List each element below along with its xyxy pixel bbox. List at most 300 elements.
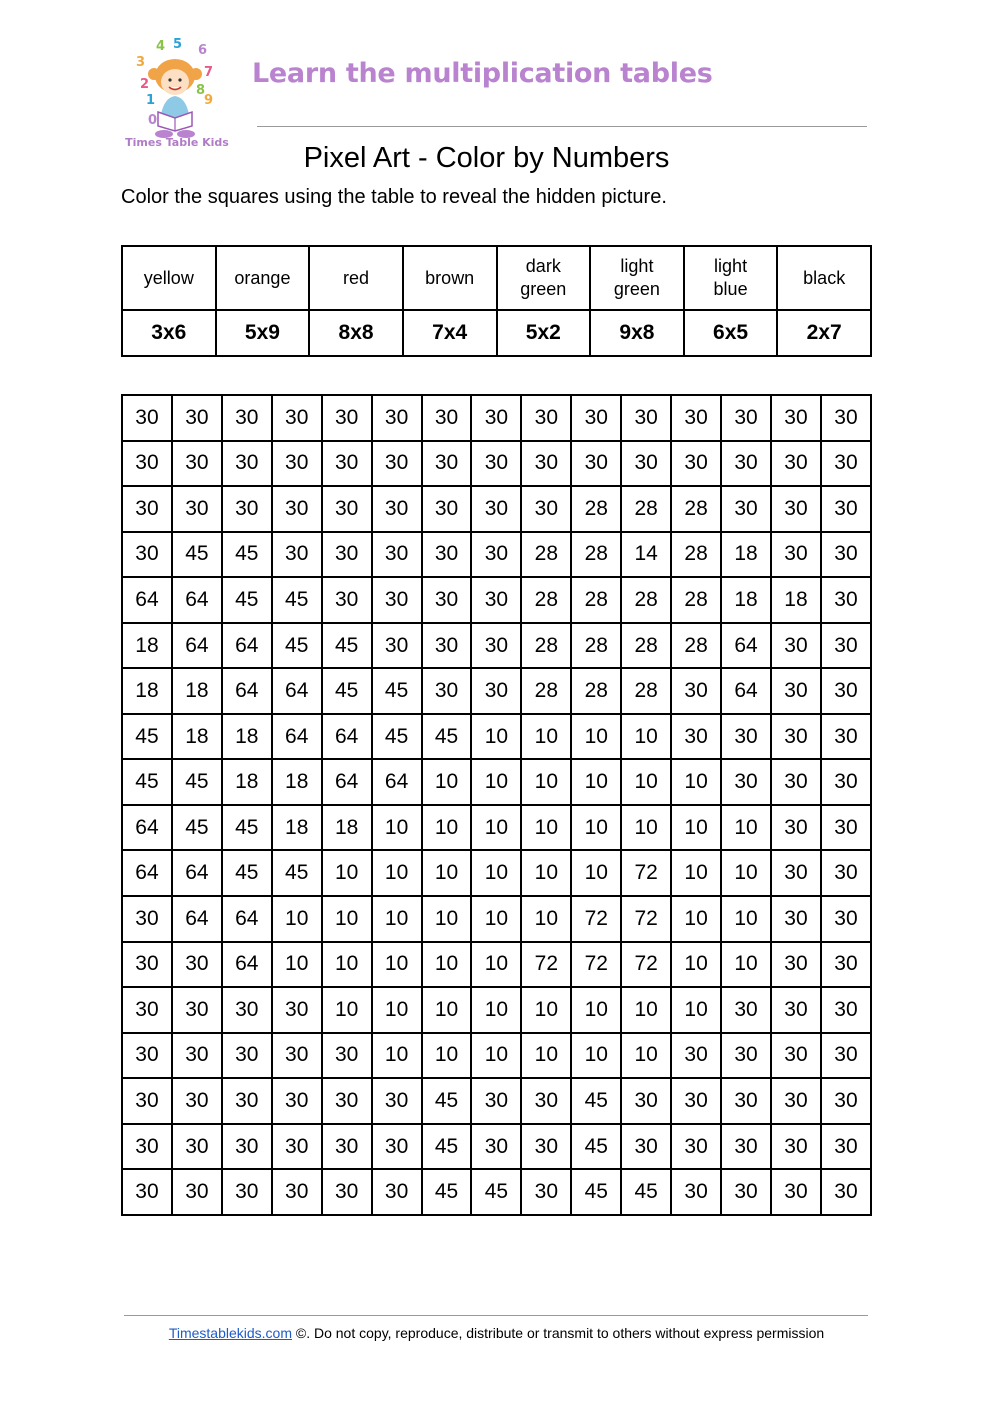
grid-cell[interactable]: 30	[172, 1033, 222, 1079]
grid-cell[interactable]: 30	[821, 441, 871, 487]
grid-cell[interactable]: 30	[771, 1078, 821, 1124]
svg-text:8: 8	[196, 83, 206, 98]
grid-cell[interactable]: 64	[222, 942, 272, 988]
grid-cell[interactable]: 30	[172, 1169, 222, 1215]
multiplication-problem: 5x2	[497, 310, 591, 356]
grid-cell[interactable]: 30	[771, 668, 821, 714]
grid-cell[interactable]: 45	[222, 850, 272, 896]
grid-cell[interactable]: 45	[322, 668, 372, 714]
grid-cell[interactable]: 18	[222, 759, 272, 805]
grid-cell[interactable]: 30	[771, 805, 821, 851]
grid-cell[interactable]: 28	[621, 486, 671, 532]
grid-cell[interactable]: 45	[222, 532, 272, 578]
grid-cell[interactable]: 10	[471, 850, 521, 896]
grid-cell[interactable]: 64	[122, 805, 172, 851]
grid-cell[interactable]: 10	[471, 805, 521, 851]
grid-cell[interactable]: 30	[172, 942, 222, 988]
svg-text:0: 0	[148, 113, 158, 128]
grid-cell[interactable]: 30	[771, 1033, 821, 1079]
grid-cell[interactable]: 18	[122, 668, 172, 714]
grid-cell[interactable]: 45	[372, 668, 422, 714]
grid-cell[interactable]: 30	[671, 1169, 721, 1215]
grid-cell[interactable]: 28	[571, 532, 621, 578]
grid-cell[interactable]: 10	[372, 850, 422, 896]
grid-cell[interactable]: 18	[172, 714, 222, 760]
grid-cell[interactable]: 30	[771, 395, 821, 441]
grid-cell[interactable]: 10	[422, 942, 472, 988]
grid-row	[122, 441, 871, 487]
grid-cell[interactable]: 10	[621, 987, 671, 1033]
grid-cell[interactable]: 30	[122, 942, 172, 988]
grid-cell[interactable]: 30	[821, 1078, 871, 1124]
footer-link[interactable]: Timestablekids.com	[168, 1325, 292, 1341]
grid-cell[interactable]: 30	[821, 486, 871, 532]
grid-cell[interactable]: 30	[322, 1078, 372, 1124]
grid-cell[interactable]: 64	[372, 759, 422, 805]
grid-cell[interactable]: 28	[571, 486, 621, 532]
brand-name: Times Table Kids	[125, 136, 229, 149]
grid-cell[interactable]: 30	[821, 850, 871, 896]
grid-cell[interactable]: 10	[521, 759, 571, 805]
grid-cell[interactable]: 30	[821, 668, 871, 714]
grid-cell[interactable]: 30	[821, 805, 871, 851]
grid-cell[interactable]: 30	[771, 850, 821, 896]
grid-row	[122, 1169, 871, 1215]
grid-cell[interactable]: 30	[122, 1169, 172, 1215]
grid-cell[interactable]: 28	[571, 623, 621, 669]
grid-cell[interactable]: 30	[471, 486, 521, 532]
grid-cell[interactable]: 45	[222, 805, 272, 851]
grid-cell[interactable]: 10	[571, 805, 621, 851]
grid-cell[interactable]: 10	[571, 850, 621, 896]
grid-cell[interactable]: 30	[272, 532, 322, 578]
grid-cell[interactable]: 64	[272, 714, 322, 760]
grid-cell[interactable]: 30	[372, 532, 422, 578]
grid-cell[interactable]: 10	[621, 714, 671, 760]
grid-cell[interactable]: 30	[571, 441, 621, 487]
page-title: Pixel Art - Color by Numbers	[303, 142, 670, 174]
grid-cell[interactable]: 45	[172, 532, 222, 578]
grid-cell[interactable]: 30	[721, 441, 771, 487]
grid-cell[interactable]: 30	[771, 1169, 821, 1215]
grid-cell[interactable]: 10	[521, 1033, 571, 1079]
grid-cell[interactable]: 30	[771, 1124, 821, 1170]
grid-cell[interactable]: 30	[821, 896, 871, 942]
grid-cell[interactable]: 45	[621, 1169, 671, 1215]
grid-cell[interactable]: 30	[422, 486, 472, 532]
grid-cell[interactable]: 10	[322, 942, 372, 988]
grid-cell[interactable]: 10	[721, 896, 771, 942]
grid-cell[interactable]: 30	[721, 1169, 771, 1215]
grid-cell[interactable]: 30	[122, 896, 172, 942]
grid-cell[interactable]: 10	[571, 714, 621, 760]
grid-cell[interactable]: 45	[422, 714, 472, 760]
instructions: Color the squares using the table to reveal the hidden picture.	[121, 186, 667, 208]
grid-cell[interactable]: 30	[122, 441, 172, 487]
grid-cell[interactable]: 10	[372, 1033, 422, 1079]
grid-cell[interactable]: 30	[322, 532, 372, 578]
grid-cell[interactable]: 64	[222, 623, 272, 669]
grid-cell[interactable]: 30	[721, 486, 771, 532]
grid-cell[interactable]: 30	[422, 623, 472, 669]
grid-cell[interactable]: 30	[721, 1033, 771, 1079]
grid-cell[interactable]: 10	[471, 714, 521, 760]
header-divider	[257, 126, 867, 127]
grid-cell[interactable]: 30	[372, 623, 422, 669]
grid-cell[interactable]: 30	[521, 395, 571, 441]
grid-cell[interactable]: 30	[671, 1033, 721, 1079]
grid-cell[interactable]: 72	[621, 896, 671, 942]
grid-cell[interactable]: 10	[571, 1033, 621, 1079]
grid-cell[interactable]: 28	[521, 532, 571, 578]
footer-divider	[124, 1315, 868, 1316]
grid-cell[interactable]: 18	[322, 805, 372, 851]
grid-cell[interactable]: 30	[471, 577, 521, 623]
svg-text:3: 3	[136, 55, 146, 70]
grid-cell[interactable]: 30	[122, 1033, 172, 1079]
grid-cell[interactable]: 10	[422, 805, 472, 851]
grid-cell[interactable]: 30	[322, 441, 372, 487]
grid-cell[interactable]: 45	[571, 1078, 621, 1124]
grid-cell[interactable]: 10	[322, 850, 372, 896]
grid-cell[interactable]: 30	[422, 395, 472, 441]
grid-cell[interactable]: 30	[322, 1124, 372, 1170]
grid-cell[interactable]: 64	[222, 668, 272, 714]
grid-cell[interactable]: 30	[771, 759, 821, 805]
grid-cell[interactable]: 30	[122, 532, 172, 578]
grid-cell[interactable]: 30	[272, 486, 322, 532]
grid-cell[interactable]: 45	[272, 623, 322, 669]
grid-cell[interactable]: 45	[372, 714, 422, 760]
grid-cell[interactable]: 28	[671, 532, 721, 578]
grid-cell[interactable]: 64	[272, 668, 322, 714]
grid-cell[interactable]: 30	[471, 395, 521, 441]
grid-cell[interactable]: 30	[172, 987, 222, 1033]
grid-cell[interactable]: 45	[571, 1169, 621, 1215]
grid-cell[interactable]: 64	[172, 623, 222, 669]
grid-cell[interactable]: 10	[671, 759, 721, 805]
grid-cell[interactable]: 30	[272, 1078, 322, 1124]
grid-cell[interactable]: 30	[322, 486, 372, 532]
grid-cell[interactable]: 18	[721, 577, 771, 623]
grid-cell[interactable]: 10	[671, 987, 721, 1033]
grid-cell[interactable]: 30	[671, 441, 721, 487]
grid-cell[interactable]: 28	[621, 668, 671, 714]
grid-cell[interactable]: 30	[272, 395, 322, 441]
grid-cell[interactable]: 18	[222, 714, 272, 760]
grid-cell[interactable]: 30	[172, 486, 222, 532]
grid-cell[interactable]: 45	[422, 1124, 472, 1170]
grid-cell[interactable]: 30	[821, 1169, 871, 1215]
grid-cell[interactable]: 45	[172, 759, 222, 805]
grid-cell[interactable]: 30	[122, 395, 172, 441]
grid-cell[interactable]: 30	[172, 1124, 222, 1170]
grid-cell[interactable]: 28	[621, 577, 671, 623]
grid-cell[interactable]: 45	[422, 1078, 472, 1124]
grid-cell[interactable]: 10	[671, 805, 721, 851]
grid-cell[interactable]: 64	[122, 577, 172, 623]
grid-cell[interactable]: 18	[771, 577, 821, 623]
grid-cell[interactable]: 30	[372, 577, 422, 623]
grid-cell[interactable]: 30	[521, 1124, 571, 1170]
grid-cell[interactable]: 45	[272, 577, 322, 623]
grid-cell[interactable]: 30	[172, 1078, 222, 1124]
multiplication-problem: 7x4	[403, 310, 497, 356]
grid-cell[interactable]: 30	[422, 668, 472, 714]
grid-cell[interactable]: 45	[272, 850, 322, 896]
grid-cell[interactable]: 30	[471, 441, 521, 487]
grid-cell[interactable]: 10	[272, 896, 322, 942]
grid-cell[interactable]: 30	[272, 1169, 322, 1215]
grid-cell[interactable]: 30	[422, 532, 472, 578]
grid-cell[interactable]: 30	[821, 1033, 871, 1079]
grid-cell[interactable]: 30	[771, 532, 821, 578]
grid-cell[interactable]: 30	[372, 1124, 422, 1170]
grid-cell[interactable]: 64	[122, 850, 172, 896]
grid-cell[interactable]: 30	[172, 441, 222, 487]
grid-cell[interactable]: 10	[671, 942, 721, 988]
grid-cell[interactable]: 30	[222, 1033, 272, 1079]
grid-cell[interactable]: 30	[222, 395, 272, 441]
grid-cell[interactable]: 30	[272, 987, 322, 1033]
grid-cell[interactable]: 45	[122, 714, 172, 760]
grid-cell[interactable]: 45	[122, 759, 172, 805]
color-name-row	[122, 246, 871, 310]
grid-cell[interactable]: 30	[621, 1124, 671, 1170]
grid-cell[interactable]: 64	[222, 896, 272, 942]
header-title: Learn the multiplication tables	[252, 58, 713, 89]
grid-cell[interactable]: 10	[372, 805, 422, 851]
grid-cell[interactable]: 28	[671, 623, 721, 669]
grid-cell[interactable]: 30	[671, 668, 721, 714]
grid-cell[interactable]: 72	[521, 942, 571, 988]
grid-cell[interactable]: 30	[122, 486, 172, 532]
grid-cell[interactable]: 30	[422, 577, 472, 623]
grid-cell[interactable]: 30	[471, 1124, 521, 1170]
grid-cell[interactable]: 30	[372, 395, 422, 441]
grid-cell[interactable]: 10	[721, 850, 771, 896]
grid-cell[interactable]: 30	[322, 395, 372, 441]
grid-cell[interactable]: 30	[821, 395, 871, 441]
grid-cell[interactable]: 10	[471, 1033, 521, 1079]
grid-cell[interactable]: 30	[222, 441, 272, 487]
grid-cell[interactable]: 30	[521, 441, 571, 487]
grid-cell[interactable]: 10	[671, 896, 721, 942]
grid-cell[interactable]: 45	[571, 1124, 621, 1170]
grid-cell[interactable]: 30	[821, 1124, 871, 1170]
grid-cell[interactable]: 10	[571, 759, 621, 805]
grid-cell[interactable]: 30	[821, 759, 871, 805]
grid-cell[interactable]: 10	[521, 805, 571, 851]
grid-cell[interactable]: 30	[322, 577, 372, 623]
grid-cell[interactable]: 64	[172, 577, 222, 623]
grid-cell[interactable]: 30	[671, 1124, 721, 1170]
grid-cell[interactable]: 72	[621, 850, 671, 896]
grid-cell[interactable]: 14	[621, 532, 671, 578]
grid-cell[interactable]: 30	[122, 1078, 172, 1124]
grid-cell[interactable]: 28	[521, 668, 571, 714]
grid-cell[interactable]: 45	[471, 1169, 521, 1215]
grid-cell[interactable]: 28	[571, 577, 621, 623]
grid-cell[interactable]: 30	[721, 395, 771, 441]
grid-cell[interactable]: 45	[422, 1169, 472, 1215]
grid-cell[interactable]: 45	[222, 577, 272, 623]
grid-cell[interactable]: 10	[422, 896, 472, 942]
grid-cell[interactable]: 18	[122, 623, 172, 669]
grid-cell[interactable]: 10	[372, 942, 422, 988]
grid-cell[interactable]: 10	[521, 714, 571, 760]
color-name	[309, 246, 403, 310]
grid-cell[interactable]: 30	[372, 1169, 422, 1215]
grid-cell[interactable]: 30	[821, 942, 871, 988]
grid-cell[interactable]: 28	[621, 623, 671, 669]
grid-cell[interactable]: 28	[671, 486, 721, 532]
grid-cell[interactable]: 30	[721, 759, 771, 805]
grid-cell[interactable]: 30	[322, 1033, 372, 1079]
grid-cell[interactable]: 30	[621, 441, 671, 487]
grid-cell[interactable]: 30	[621, 395, 671, 441]
grid-cell[interactable]: 10	[322, 896, 372, 942]
grid-cell[interactable]: 64	[172, 896, 222, 942]
grid-cell[interactable]: 30	[621, 1078, 671, 1124]
grid-cell[interactable]: 30	[222, 987, 272, 1033]
grid-cell[interactable]: 10	[721, 805, 771, 851]
grid-cell[interactable]: 10	[372, 896, 422, 942]
grid-cell[interactable]: 30	[821, 987, 871, 1033]
grid-cell[interactable]: 30	[771, 623, 821, 669]
grid-cell[interactable]: 10	[471, 759, 521, 805]
grid-cell[interactable]: 10	[571, 987, 621, 1033]
color-name-text: yellow	[143, 267, 194, 288]
grid-cell[interactable]: 30	[471, 623, 521, 669]
grid-cell[interactable]: 30	[721, 987, 771, 1033]
grid-cell[interactable]: 30	[771, 987, 821, 1033]
grid-cell[interactable]: 30	[372, 486, 422, 532]
grid-cell[interactable]: 30	[422, 441, 472, 487]
grid-cell[interactable]: 10	[422, 759, 472, 805]
grid-cell[interactable]: 72	[571, 942, 621, 988]
grid-cell[interactable]: 64	[322, 759, 372, 805]
grid-cell[interactable]: 30	[771, 714, 821, 760]
grid-cell[interactable]: 30	[471, 532, 521, 578]
grid-cell[interactable]: 30	[521, 486, 571, 532]
grid-cell[interactable]: 30	[771, 486, 821, 532]
grid-cell[interactable]: 30	[222, 1078, 272, 1124]
grid-cell[interactable]: 72	[621, 942, 671, 988]
grid-row	[122, 805, 871, 851]
grid-cell[interactable]: 30	[821, 623, 871, 669]
grid-cell[interactable]: 30	[222, 1124, 272, 1170]
grid-cell[interactable]: 10	[621, 805, 671, 851]
grid-cell[interactable]: 30	[322, 1169, 372, 1215]
grid-row	[122, 987, 871, 1033]
grid-cell[interactable]: 64	[322, 714, 372, 760]
grid-cell[interactable]: 30	[372, 1078, 422, 1124]
grid-cell[interactable]: 10	[621, 1033, 671, 1079]
multiplication-problem: 6x5	[684, 310, 778, 356]
grid-cell[interactable]: 30	[122, 987, 172, 1033]
girl-reading-icon	[118, 36, 236, 140]
grid-cell[interactable]: 10	[471, 896, 521, 942]
grid-cell[interactable]: 64	[721, 668, 771, 714]
grid-cell[interactable]: 30	[272, 1033, 322, 1079]
color-name-text: dark green	[520, 256, 567, 299]
grid-cell[interactable]: 30	[571, 395, 621, 441]
grid-cell[interactable]: 30	[272, 1124, 322, 1170]
grid-cell[interactable]: 30	[671, 395, 721, 441]
grid-cell[interactable]: 30	[771, 441, 821, 487]
grid-cell[interactable]: 28	[671, 577, 721, 623]
grid-cell[interactable]: 28	[521, 577, 571, 623]
grid-cell[interactable]: 30	[771, 896, 821, 942]
grid-cell[interactable]: 28	[521, 623, 571, 669]
grid-cell[interactable]: 10	[422, 1033, 472, 1079]
grid-cell[interactable]: 30	[821, 714, 871, 760]
svg-text:5: 5	[173, 37, 183, 52]
grid-cell[interactable]: 10	[471, 942, 521, 988]
grid-cell[interactable]: 45	[172, 805, 222, 851]
grid-cell[interactable]: 10	[422, 987, 472, 1033]
grid-cell[interactable]: 10	[422, 850, 472, 896]
grid-cell[interactable]: 30	[372, 441, 422, 487]
grid-cell[interactable]: 10	[521, 850, 571, 896]
grid-cell[interactable]: 18	[272, 805, 322, 851]
grid-cell[interactable]: 30	[122, 1124, 172, 1170]
grid-cell[interactable]: 30	[471, 668, 521, 714]
grid-cell[interactable]: 64	[721, 623, 771, 669]
grid-cell[interactable]: 10	[272, 942, 322, 988]
grid-row	[122, 668, 871, 714]
svg-text:2: 2	[140, 77, 150, 92]
grid-cell[interactable]: 30	[471, 1078, 521, 1124]
grid-cell[interactable]: 30	[721, 1124, 771, 1170]
grid-cell[interactable]: 30	[721, 714, 771, 760]
grid-cell[interactable]: 30	[172, 395, 222, 441]
color-name	[590, 246, 684, 310]
grid-cell[interactable]: 10	[372, 987, 422, 1033]
grid-cell[interactable]: 45	[322, 623, 372, 669]
grid-cell[interactable]: 10	[521, 896, 571, 942]
color-name-text: brown	[425, 267, 475, 288]
grid-cell[interactable]: 30	[671, 1078, 721, 1124]
grid-cell[interactable]: 10	[671, 850, 721, 896]
grid-cell[interactable]: 10	[721, 942, 771, 988]
grid-cell[interactable]: 18	[721, 532, 771, 578]
grid-cell[interactable]: 30	[222, 486, 272, 532]
grid-cell[interactable]: 10	[521, 987, 571, 1033]
grid-cell[interactable]: 30	[771, 942, 821, 988]
grid-cell[interactable]: 10	[621, 759, 671, 805]
grid-cell[interactable]: 30	[521, 1078, 571, 1124]
grid-cell[interactable]: 30	[671, 714, 721, 760]
grid-cell[interactable]: 30	[272, 441, 322, 487]
grid-cell[interactable]: 64	[172, 850, 222, 896]
grid-cell[interactable]: 18	[172, 668, 222, 714]
grid-cell[interactable]: 10	[471, 987, 521, 1033]
grid-cell[interactable]: 30	[821, 577, 871, 623]
grid-cell[interactable]: 30	[821, 532, 871, 578]
color-name-text: black	[803, 267, 846, 288]
grid-cell[interactable]: 28	[571, 668, 621, 714]
grid-cell[interactable]: 30	[721, 1078, 771, 1124]
grid-cell[interactable]: 18	[272, 759, 322, 805]
grid-cell[interactable]: 30	[521, 1169, 571, 1215]
grid-cell[interactable]: 10	[322, 987, 372, 1033]
grid-cell[interactable]: 30	[222, 1169, 272, 1215]
color-name-text: orange	[234, 267, 291, 288]
times-table-kids-logo	[118, 36, 236, 154]
grid-cell[interactable]: 72	[571, 896, 621, 942]
